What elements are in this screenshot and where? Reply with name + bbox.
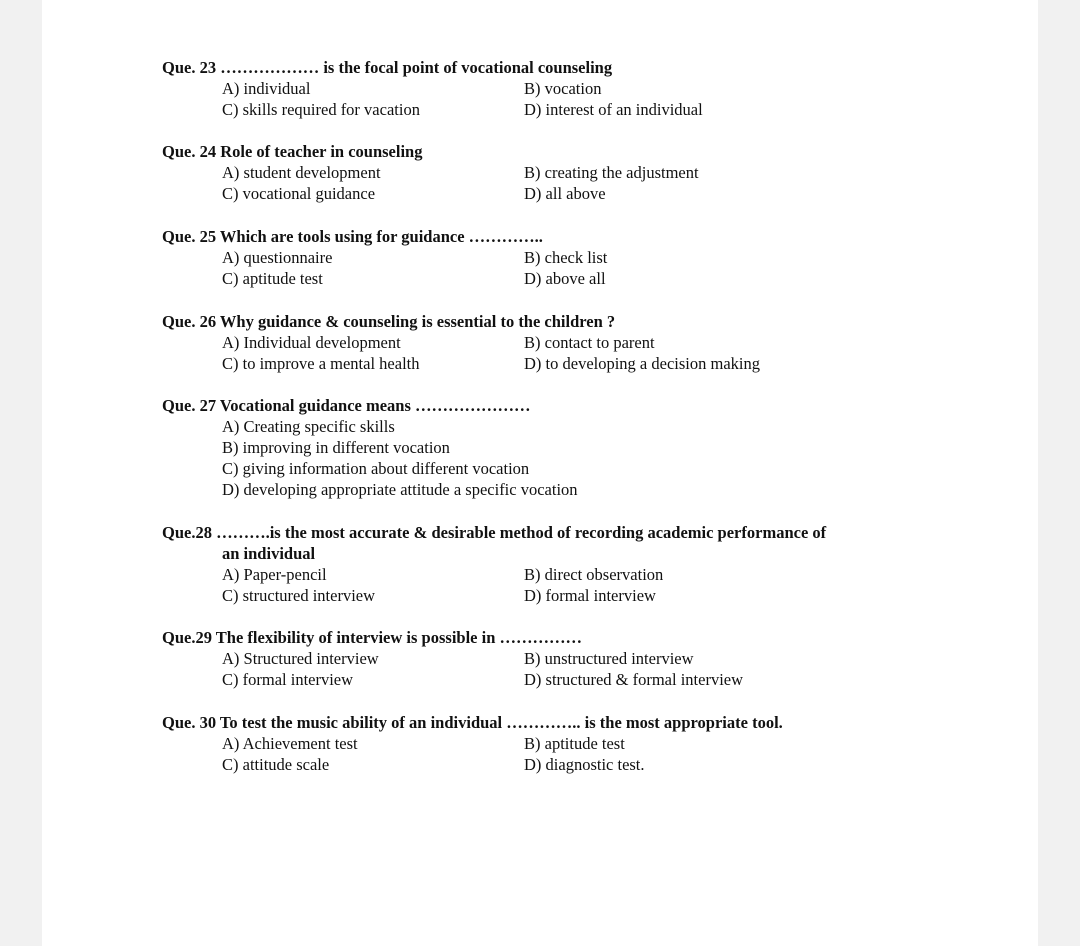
option-d: D) interest of an individual — [524, 100, 703, 119]
option-a: A) Creating specific skills — [222, 417, 395, 436]
option-d: D) structured & formal interview — [524, 670, 744, 689]
question-25 — [162, 226, 982, 289]
option-b: B) vocation — [524, 79, 602, 98]
question-title: Que.29 The flexibility of interview is possible in …………… — [162, 628, 583, 647]
question-27 — [162, 395, 982, 500]
option-c: C) aptitude test — [222, 269, 323, 288]
option-c: C) structured interview — [222, 586, 376, 605]
question-26 — [162, 311, 982, 374]
option-c: C) to improve a mental health — [222, 354, 420, 373]
option-a: A) questionnaire — [222, 248, 333, 267]
question-29 — [162, 627, 982, 690]
option-d: D) above all — [524, 269, 606, 288]
question-title: Que. 26 Why guidance & counseling is essential to the children ? — [162, 312, 616, 331]
option-c: C) giving information about different vocation — [222, 459, 530, 478]
option-a: A) Achievement test — [222, 734, 358, 753]
option-d: D) formal interview — [524, 586, 656, 605]
option-b: B) aptitude test — [524, 734, 625, 753]
option-c: C) vocational guidance — [222, 184, 376, 203]
option-c: C) formal interview — [222, 670, 354, 689]
option-c: C) skills required for vacation — [222, 100, 420, 119]
option-d: D) developing appropriate attitude a specific vocation — [222, 480, 578, 499]
option-b: B) unstructured interview — [524, 649, 694, 668]
option-a: A) individual — [222, 79, 311, 98]
question-title: Que.28 ……….is the most accurate & desirable method of recording academic performance of — [162, 523, 827, 542]
question-title: Que. 23 ……………… is the focal point of vocational counseling — [162, 58, 613, 77]
option-d: D) to developing a decision making — [524, 354, 760, 373]
option-d: D) all above — [524, 184, 606, 203]
question-30 — [162, 712, 982, 775]
option-b: B) check list — [524, 248, 608, 267]
option-b: B) direct observation — [524, 565, 664, 584]
question-23 — [162, 57, 982, 120]
option-a: A) student development — [222, 163, 381, 182]
question-title: Que. 24 Role of teacher in counseling — [162, 142, 423, 161]
option-b: B) contact to parent — [524, 333, 655, 352]
option-d: D) diagnostic test. — [524, 755, 645, 774]
document-page — [42, 0, 1038, 946]
option-a: A) Paper-pencil — [222, 565, 327, 584]
option-a: A) Structured interview — [222, 649, 379, 668]
question-title: Que. 27 Vocational guidance means ………………… — [162, 396, 531, 415]
question-title: Que. 25 Which are tools using for guidance ………….. — [162, 227, 543, 246]
question-title: Que. 30 To test the music ability of an individual ………….. is the most appropriate tool. — [162, 713, 783, 732]
question-28 — [162, 522, 982, 606]
option-c: C) attitude scale — [222, 755, 330, 774]
option-b: B) improving in different vocation — [222, 438, 450, 457]
option-a: A) Individual development — [222, 333, 401, 352]
question-24 — [162, 141, 982, 204]
question-title-continued: an individual — [222, 544, 316, 563]
option-b: B) creating the adjustment — [524, 163, 699, 182]
